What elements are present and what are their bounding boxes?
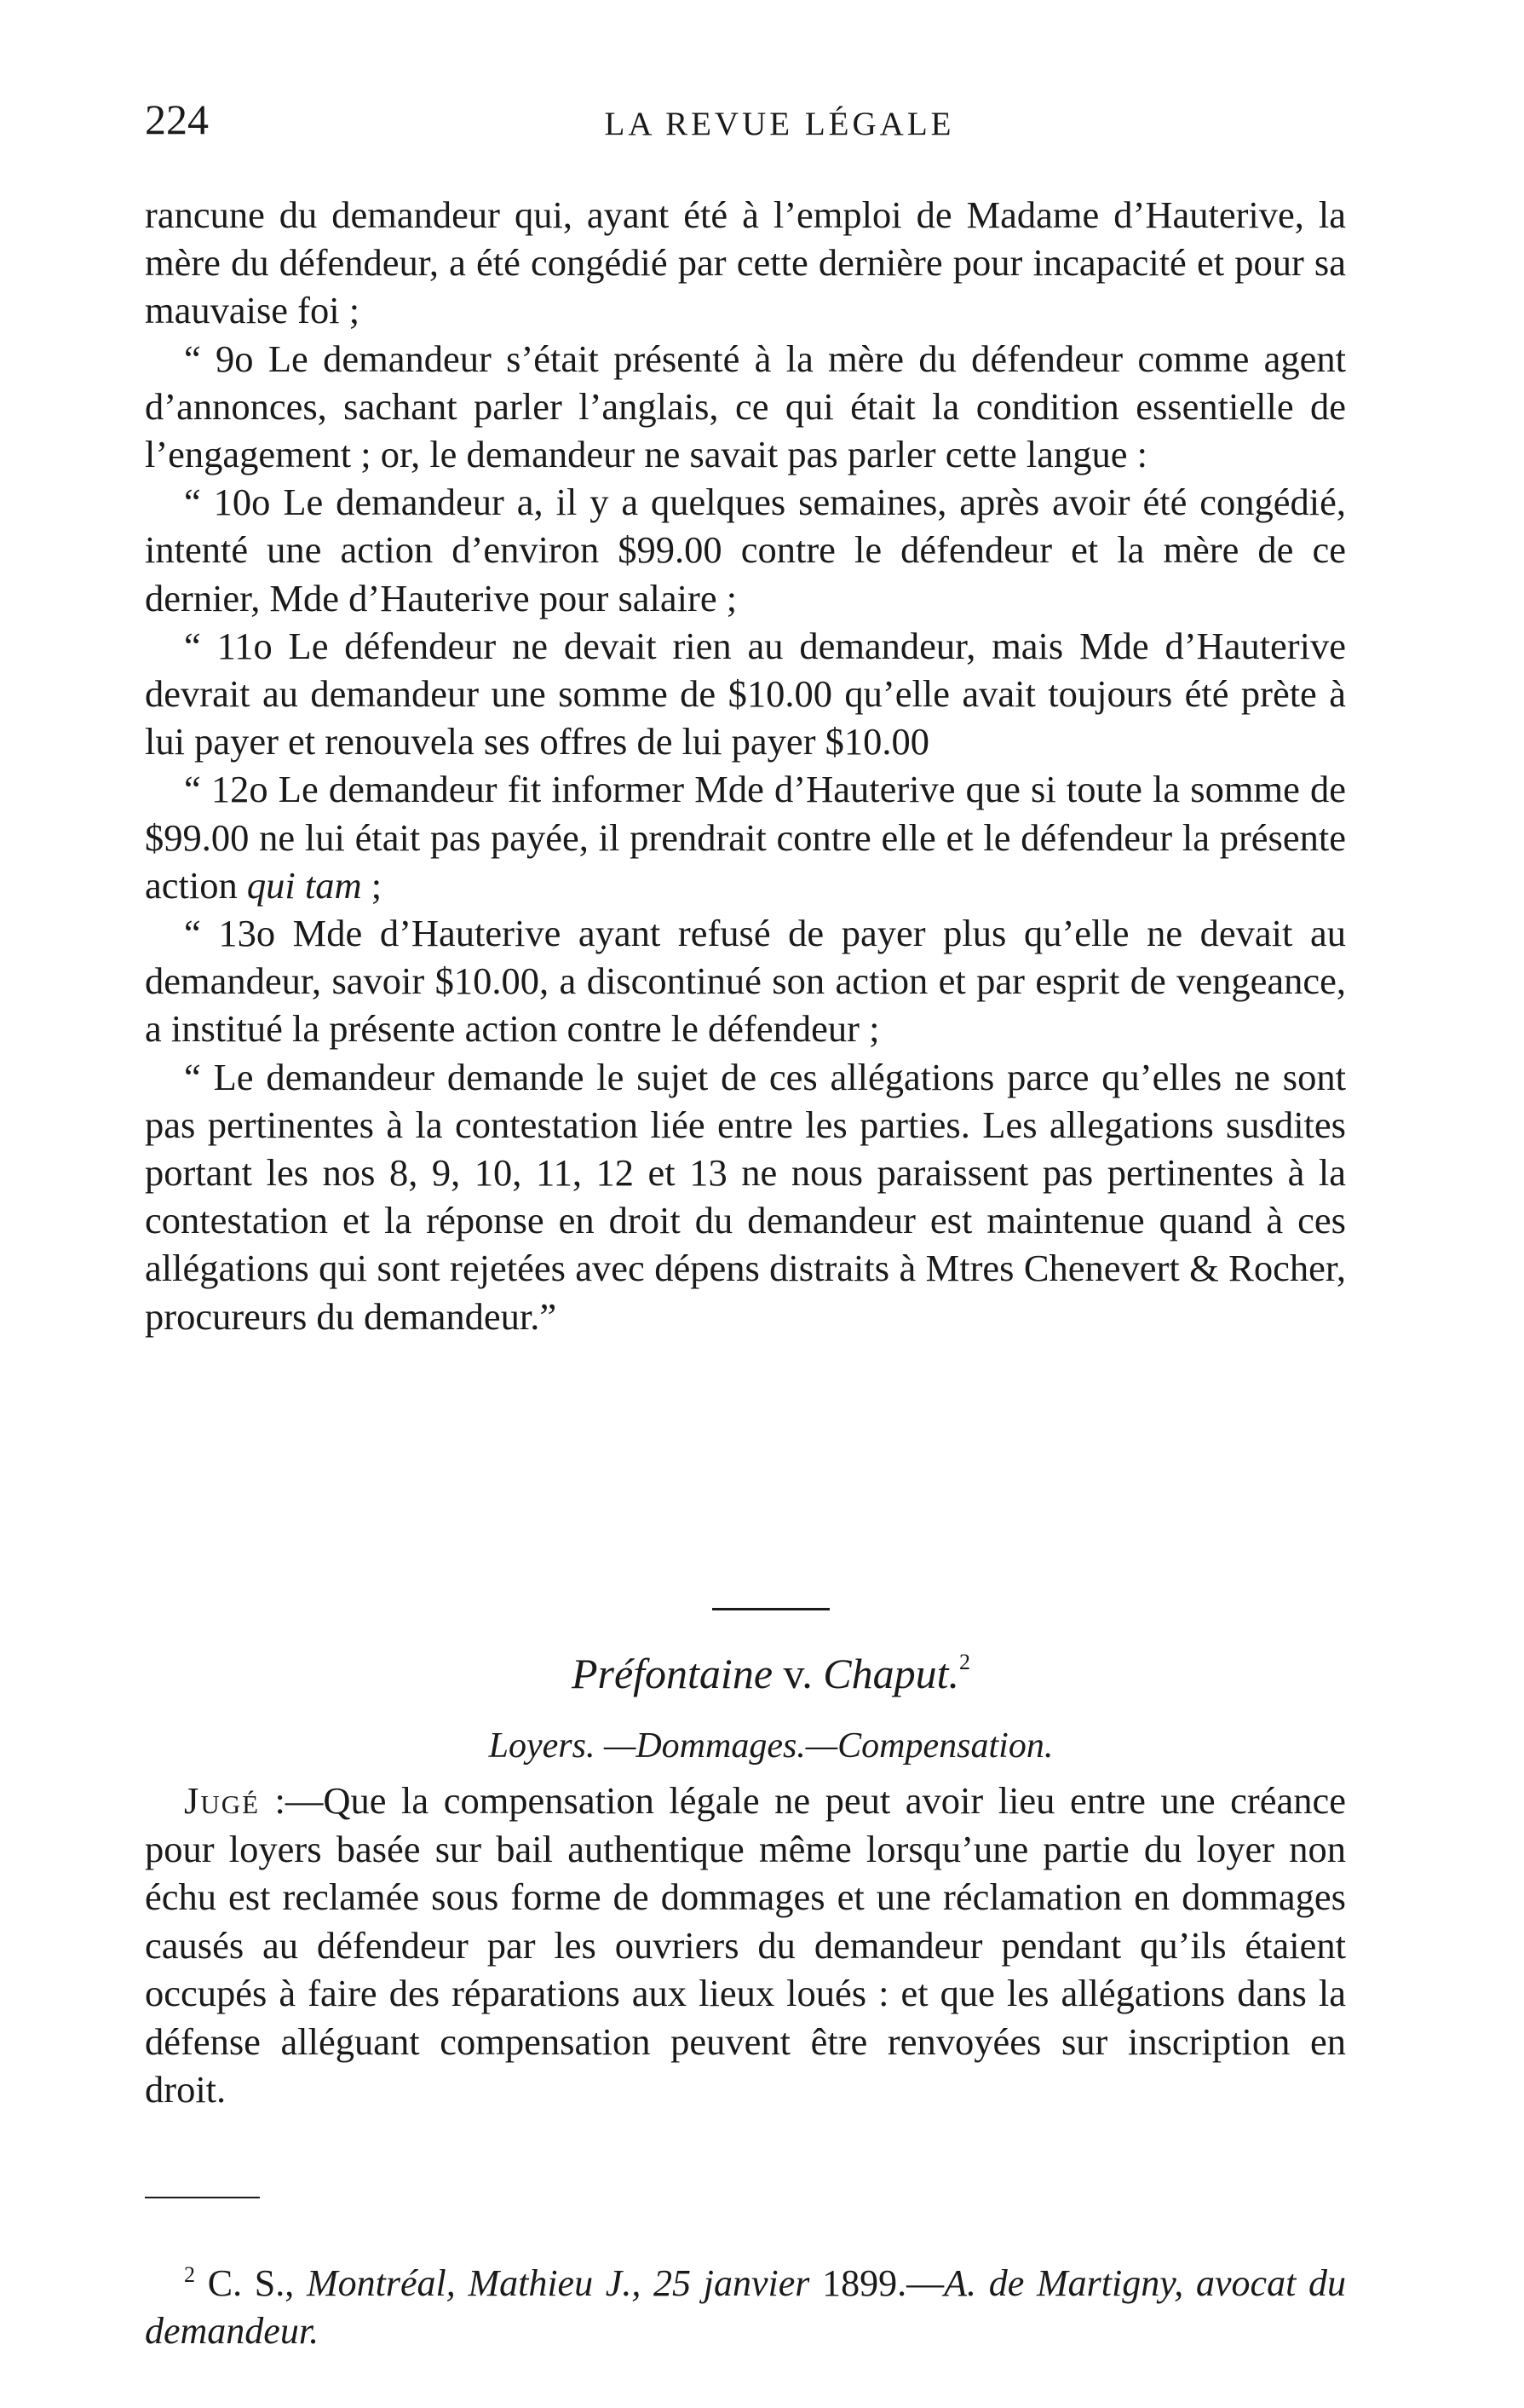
case-versus: v. [773,1650,824,1697]
running-title: LA REVUE LÉGALE [604,106,955,142]
footnote-place-judge: Montréal, Mathieu J., [306,2262,641,2304]
paragraph-allegation-11: “ 11o Le défendeur ne devait rien au demandeur, mais Mde d’Hauterive devrait au demandeur une somme de $10.00 qu’elle avait toujours été prète à lui payer et renouvela ses offres de lui payer $10.00 [145,624,1346,763]
holding-label: Jugé [184,1779,261,1822]
page-header [145,89,1354,149]
holding-text: :—Que la compensation légale ne peut avoir lieu entre une créance pour loyers basée sur bail authentique même lorsqu’une partie du loyer non échu est reclamée sous forme de dommages et une réclamation en dommages causés au défendeur par les ouvriers du demandeur pendant qu’ils étaient occupés à faire des réparations aux lieux loués : et que les allégations dans la défense alléguant compensation peuvent être renvoyées sur inscription en droit. [145,1779,1346,2111]
footnote-court: C. S., [195,2262,307,2304]
footnote-year: 1899.— [809,2262,945,2304]
case-subtitle: Loyers. —Dommages.—Compensation. [488,1726,1054,1766]
paragraph-allegation-12 [145,765,1346,909]
title-rule [712,1608,830,1610]
qui-tam-term: qui tam [246,863,362,907]
allegation-12-text: “ 12o Le demandeur fit informer Mde d’Hauterive que si toute la somme de $99.00 ne lui était pas payée, il prendrait contre elle et le défendeur la présente action [145,768,1346,907]
case-block [145,1608,1346,2114]
paragraph-allegation-9: “ 9o Le demandeur s’était présenté à la mère du défendeur comme agent d’annonces, sachant parler l’anglais, ce qui était la condition essentielle de l’engagement ; or, le demandeur ne savait pas parler cette langue : [145,337,1346,476]
paragraph-allegation-10: “ 10o Le demandeur a, il y a quelques semaines, après avoir été congédié, intenté une action d’environ $99.00 contre le défendeur et la mère de ce dernier, Mde d’Hauterive pour salaire ; [145,481,1346,619]
paragraph-ruling: “ Le demandeur demande le sujet de ces allégations parce qu’elles ne sont pas pertinentes à la contestation liée entre les parties. Les allegations susdites portant les nos 8, 9, 10, 11, 12 et 13 ne nous paraissent pas pertinentes à la contestation et la réponse en droit du demandeur est maintenue quand à ces allégations qui sont rejetées avec dépens distraits à Mtres Chenevert & Rocher, procureurs du demandeur.” [145,1055,1346,1338]
paragraph-allegation-13: “ 13o Mde d’Hauterive ayant refusé de payer plus qu’elle ne devait au demandeur, savoir $10.00, a discontinué son action et par esprit de vengeance, a institué la présente action contre le défendeur ; [145,912,1346,1051]
footnote-counsel: A. de Martigny, avocat du demandeur. [145,2262,1347,2352]
footnote-rule [145,2197,260,2198]
footnote [145,2251,1346,2355]
case-holding [145,1777,1346,2114]
case-plaintiff: Préfontaine [571,1650,774,1697]
case-title [145,1633,1346,1703]
body-text [145,191,1346,1340]
case-defendant: Chaput. [823,1650,960,1697]
footnote-marker: 2 [184,2262,195,2287]
footnote-reference: 2 [959,1650,971,1674]
page-number: 224 [145,95,209,143]
paragraph-continuation: rancune du demandeur qui, ayant été à l’emploi de Madame d’Hauterive, la mère du défendeur, a été congédié par cette dernière pour incapacité et pour sa mauvaise foi ; [145,193,1346,332]
qui-tam-tail: ; [361,863,382,907]
footnote-date: 25 janvier [641,2262,810,2304]
